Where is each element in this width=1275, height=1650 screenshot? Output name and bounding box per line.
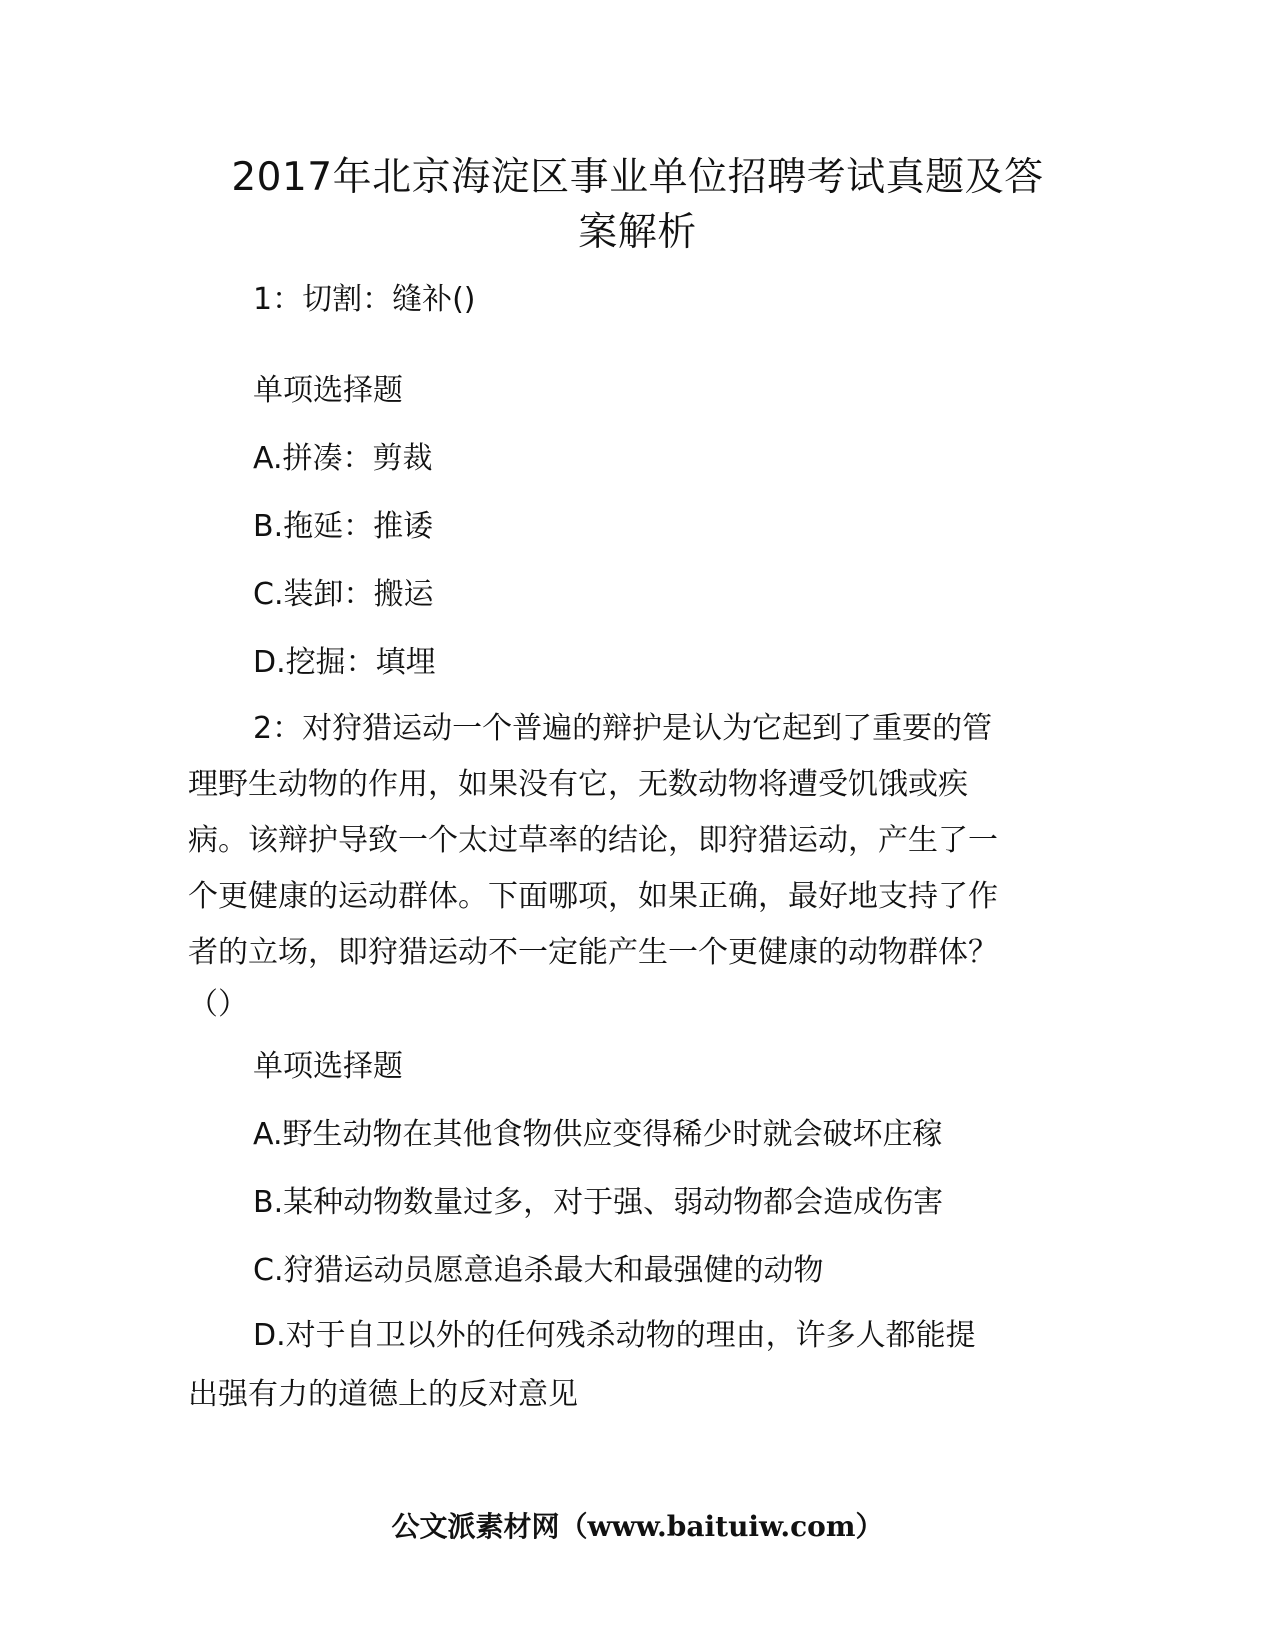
question-2-stem-line: 2：对狩猎运动一个普遍的辩护是认为它起到了重要的管 (253, 711, 993, 746)
question-1-option-b: B.拖延：推诿 (253, 509, 434, 544)
question-1 (188, 282, 1096, 697)
document-title (180, 150, 1095, 260)
question-2-type: 单项选择题 (253, 1049, 403, 1084)
question-1-option-a: A.拼凑：剪裁 (253, 441, 433, 476)
question-2-stem-line: 理野生动物的作用，如果没有它，无数动物将遭受饥饿或疾 (188, 767, 968, 802)
question-2-option-c: C.狩猎运动员愿意追杀最大和最强健的动物 (253, 1253, 824, 1288)
question-2-option-b: B.某种动物数量过多，对于强、弱动物都会造成伤害 (253, 1185, 944, 1220)
question-2-option-d-line: 出强有力的道德上的反对意见 (188, 1377, 578, 1412)
title-line-2: 案解析 (578, 210, 697, 255)
question-2-stem-line: （） (188, 987, 248, 1022)
footer-source: 公文派素材网（www.baituiw.com） (391, 1510, 884, 1543)
question-2-option-a: A.野生动物在其他食物供应变得稀少时就会破坏庄稼 (253, 1117, 943, 1152)
question-2-stem (188, 701, 1096, 1029)
title-line-1: 2017年北京海淀区事业单位招聘考试真题及答 (231, 155, 1044, 200)
question-1-option-d: D.挖掘：填埋 (253, 645, 436, 680)
question-2 (188, 701, 1096, 1423)
question-2-stem-line: 者的立场，即狩猎运动不一定能产生一个更健康的动物群体？ (188, 935, 998, 970)
question-2-stem-line: 病。该辩护导致一个太过草率的结论，即狩猎运动，产生了一 (188, 823, 998, 858)
question-1-option-c: C.装卸：搬运 (253, 577, 434, 612)
document-body (188, 282, 1096, 1423)
question-2-stem-line: 个更健康的运动群体。下面哪项，如果正确，最好地支持了作 (188, 879, 998, 914)
question-2-option-d-line: D.对于自卫以外的任何残杀动物的理由，许多人都能提 (253, 1318, 976, 1353)
question-2-option-d (188, 1305, 1096, 1423)
question-1-stem: 1：切割：缝补() (253, 282, 476, 317)
question-1-type: 单项选择题 (253, 373, 403, 408)
